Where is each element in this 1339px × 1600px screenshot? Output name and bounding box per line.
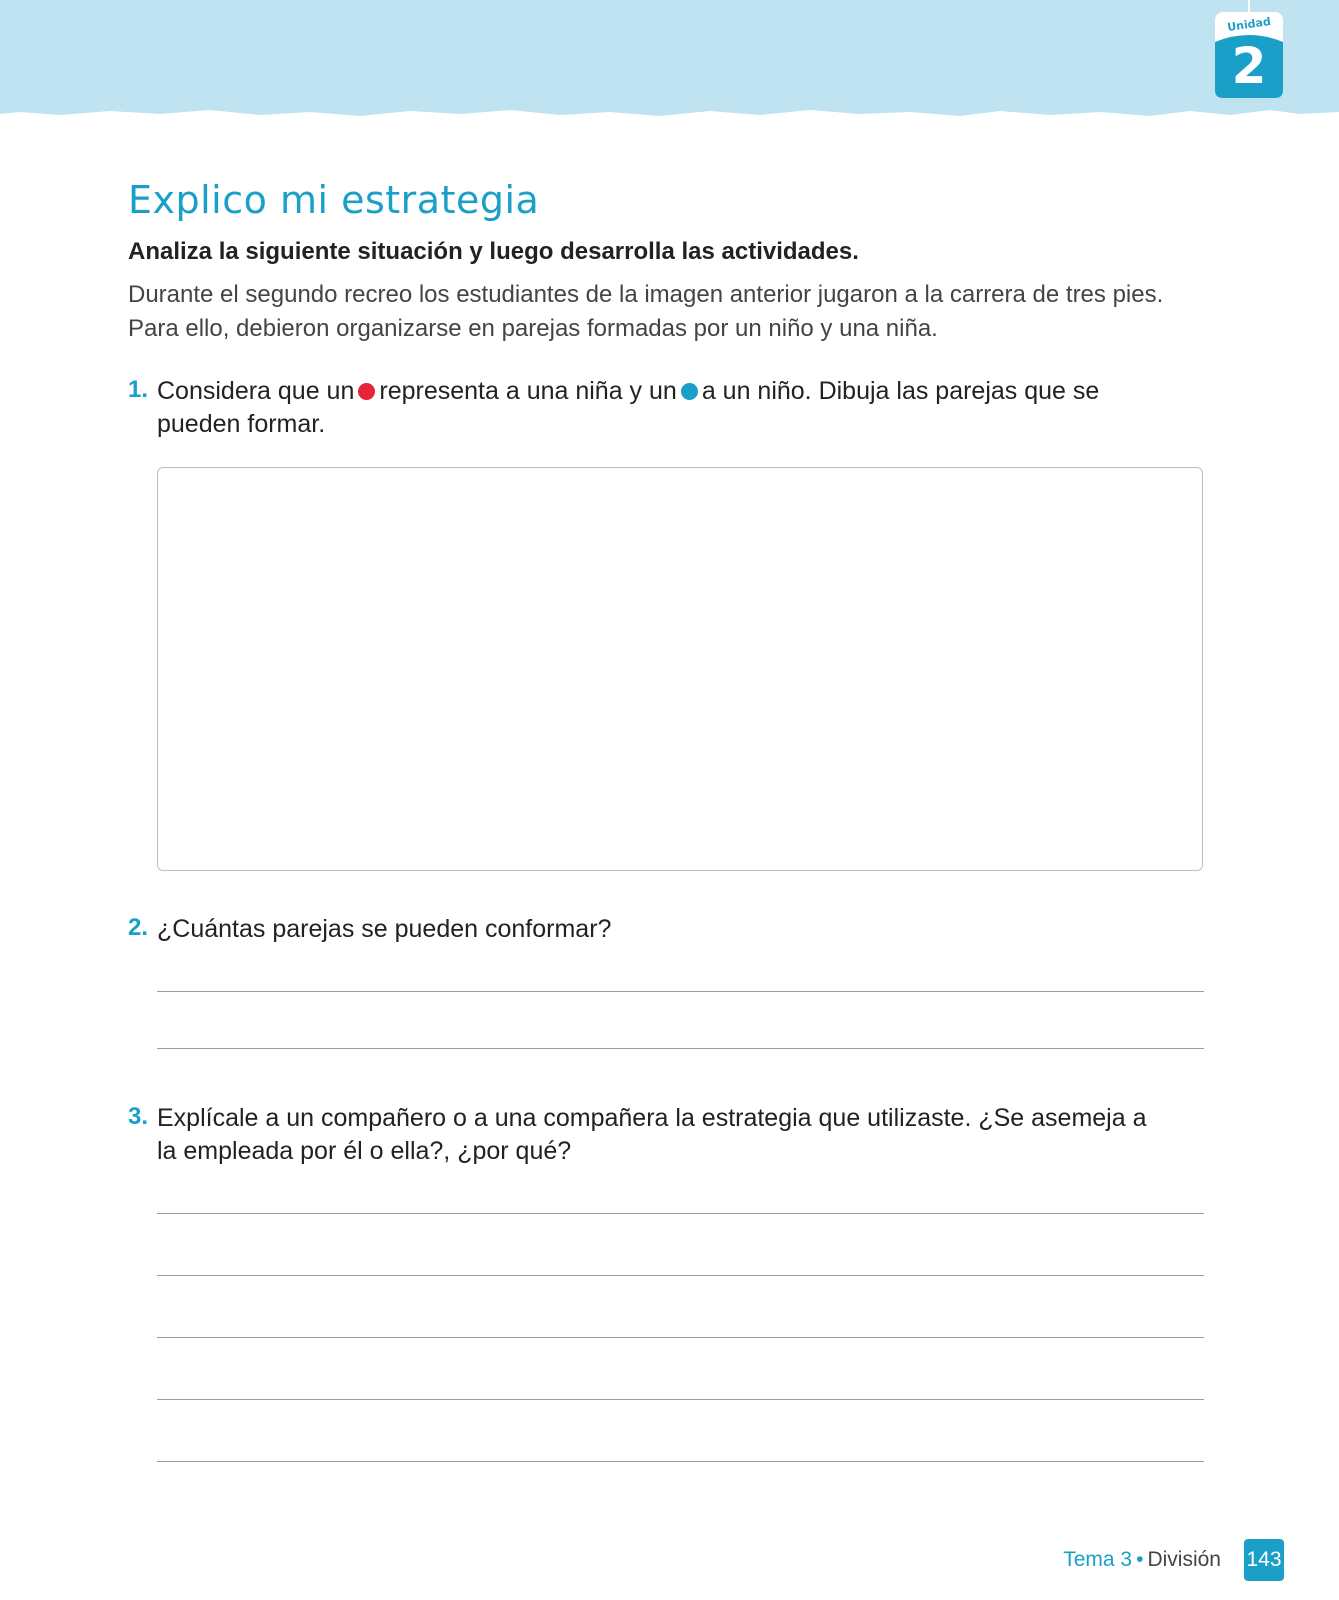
header-band xyxy=(0,0,1339,120)
unit-label: Unidad xyxy=(1226,15,1272,34)
answer-line[interactable] xyxy=(157,1213,1204,1214)
answer-line[interactable] xyxy=(157,1337,1204,1338)
question-1-line2: pueden formar. xyxy=(157,410,326,438)
footer-bullet: • xyxy=(1136,1548,1144,1571)
drawing-area[interactable] xyxy=(157,467,1203,871)
question-3-line2: la empleada por él o ella?, ¿por qué? xyxy=(157,1137,572,1165)
question-2-number: 2. xyxy=(128,914,149,941)
intro-line-1: Durante el segundo recreo los estudiantes de la imagen anterior jugaron a la carrera de tres pies. xyxy=(128,281,1164,308)
question-3-text xyxy=(157,1102,1207,1168)
footer-topic xyxy=(1063,1548,1221,1572)
question-3-line1: Explícale a un compañero o a una compañera la estrategia que utilizaste. ¿Se asemeja a xyxy=(157,1104,1147,1132)
answer-line[interactable] xyxy=(157,1275,1204,1276)
question-1-number: 1. xyxy=(128,376,149,403)
answer-line[interactable] xyxy=(157,1461,1204,1462)
footer-subject: División xyxy=(1147,1548,1221,1571)
answer-line[interactable] xyxy=(157,1399,1204,1400)
section-title: Explico mi estrategia xyxy=(128,178,540,222)
intro-paragraph xyxy=(128,278,1208,346)
intro-line-2: Para ello, debieron organizarse en parejas formadas por un niño y una niña. xyxy=(128,315,938,342)
question-1-part1: Considera que un xyxy=(157,377,355,405)
boy-dot-icon xyxy=(681,383,698,400)
instruction-text: Analiza la siguiente situación y luego desarrolla las actividades. xyxy=(128,238,859,265)
unit-number: 2 xyxy=(1231,37,1267,95)
footer-tema: Tema 3 xyxy=(1063,1548,1133,1571)
answer-line[interactable] xyxy=(157,1048,1204,1049)
question-1-part3: a un niño. Dibuja las parejas que se xyxy=(701,377,1100,405)
question-2-text: ¿Cuántas parejas se pueden conformar? xyxy=(157,915,612,943)
question-3-number: 3. xyxy=(128,1103,149,1130)
question-1-text xyxy=(157,375,1207,441)
unit-badge xyxy=(1213,0,1285,100)
girl-dot-icon xyxy=(358,383,375,400)
question-1-part2: representa a una niña y un xyxy=(379,377,677,405)
answer-line[interactable] xyxy=(157,991,1204,992)
page-number: 143 xyxy=(1244,1539,1284,1581)
